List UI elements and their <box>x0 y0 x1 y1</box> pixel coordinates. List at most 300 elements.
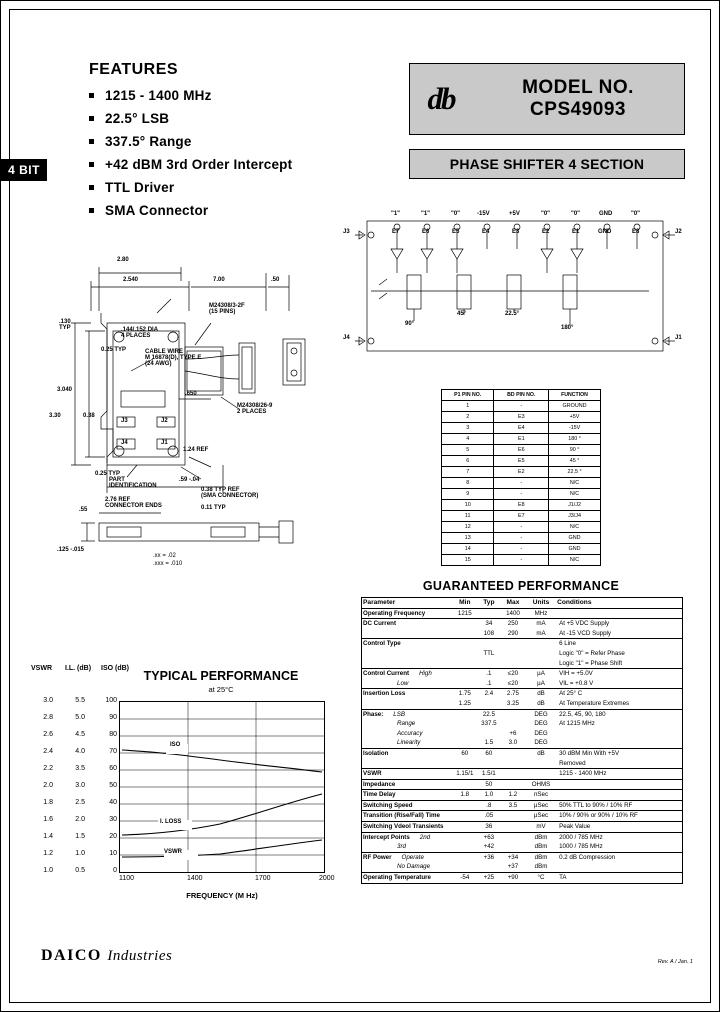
gp-conditions: 1000 / 785 MHz <box>559 843 603 851</box>
pin-cell: 45 ° <box>549 456 601 467</box>
gp-units: DEG <box>526 709 556 719</box>
gp-units <box>526 639 556 649</box>
pin-cell: N/C <box>549 489 601 500</box>
pin-cell: 12 <box>442 522 494 533</box>
table-row <box>362 619 683 629</box>
schem-pin-6: E1 <box>572 229 580 235</box>
pin-cell: 7 <box>442 467 494 478</box>
pin-cell: E2 <box>494 467 549 478</box>
gp-min <box>452 842 478 852</box>
gp-max: 3.25 <box>506 699 519 707</box>
table-row <box>362 779 683 790</box>
gp-min: -54 <box>452 873 478 884</box>
gp-units <box>526 659 556 669</box>
gp-parameter <box>362 699 452 709</box>
gp-conditions: VIH = +5.0V <box>556 669 682 679</box>
gp-typ: 108 <box>483 629 495 637</box>
gp-max: +6 <box>509 729 517 737</box>
gp-parameter: Insertion Loss <box>362 689 452 699</box>
table-row <box>362 822 683 833</box>
footer-company-bold: DAICO <box>41 947 102 964</box>
series-label-iloss: I. LOSS <box>160 819 182 825</box>
schem-bit-5: "0" <box>541 211 551 217</box>
gp-conditions: 22.5, 45, 90, 180 <box>556 709 682 719</box>
y-tick-label: 2.4 <box>43 748 53 755</box>
gp-parameter <box>362 759 452 769</box>
pin-cell: +5V <box>549 412 601 423</box>
gp-parameter: 3rd <box>397 843 406 851</box>
schem-bit-6: "0" <box>571 211 581 217</box>
dim-1-24-ref: 1.24 REF <box>183 447 209 453</box>
gp-conditions <box>556 862 682 872</box>
dim-0-25-typ: 0.25 TYP <box>101 347 127 353</box>
gp-header: Parameter <box>362 598 452 609</box>
gp-typ <box>478 659 500 669</box>
table-row <box>362 769 683 780</box>
gp-max <box>500 811 526 822</box>
dim-3-30: 3.30 <box>49 413 61 419</box>
gp-units: dBm <box>526 852 556 862</box>
gp-units <box>526 759 556 769</box>
gp-max: ≤20 <box>500 669 526 679</box>
gp-conditions <box>556 738 682 748</box>
dim-650: .650 <box>185 391 197 397</box>
y-tick-label: 5.5 <box>75 697 85 704</box>
schem-bit-3: -15V <box>477 211 490 217</box>
table-row <box>362 811 683 822</box>
footer-revision: Rev. A / Jan. 1 <box>657 959 693 965</box>
gp-conditions <box>556 779 682 790</box>
gp-units: dB <box>526 689 556 699</box>
gp-conditions: Logic "0" = Refer Phase <box>559 649 625 657</box>
gp-conditions: At 25° C <box>556 689 682 699</box>
pin-cell: 15 <box>442 555 494 566</box>
gp-min <box>452 822 478 833</box>
schem-pin-5: E2 <box>542 229 550 235</box>
table-row <box>362 738 683 748</box>
gp-conditions: TA <box>556 873 682 884</box>
y-tick-label: 100 <box>105 697 117 704</box>
table-row <box>442 478 601 489</box>
dim-2-540: 2.540 <box>123 277 139 283</box>
schem-bit-4: +5V <box>509 211 520 217</box>
gp-units: MHz <box>526 608 556 619</box>
gp-units: OHMS <box>526 779 556 790</box>
pin-cell: 10 <box>442 500 494 511</box>
table-row <box>362 873 683 884</box>
port-j4: J4 <box>121 440 128 446</box>
y-tick-label: 80 <box>109 731 117 738</box>
daico-logo-icon <box>410 64 472 134</box>
x-tick-label: 2000 <box>319 875 335 882</box>
y-tick-label: 5.0 <box>75 714 85 721</box>
schematic-svg <box>349 213 689 373</box>
gp-typ: 50 <box>478 779 500 790</box>
chart-x-axis-label: FREQUENCY (M Hz) <box>186 891 258 900</box>
port-j3: J3 <box>121 418 128 424</box>
pin-cell: E7 <box>494 511 549 522</box>
gp-min <box>452 649 478 659</box>
schem-bit-2: "0" <box>451 211 461 217</box>
gp-typ: .8 <box>478 800 500 811</box>
model-number: CPS49093 <box>530 99 626 120</box>
pin-cell: 8 <box>442 478 494 489</box>
dim-0-50: .50 <box>271 277 280 283</box>
feature-item: 337.5° Range <box>89 134 389 149</box>
gp-typ <box>478 639 500 649</box>
gp-units <box>526 769 556 780</box>
gp-typ: +42 <box>483 843 495 851</box>
gp-units: °C <box>526 873 556 884</box>
table-row <box>362 639 683 649</box>
gp-conditions: 50% TTL to 90% / 10% RF <box>556 800 682 811</box>
schem-port-j4: J4 <box>343 335 350 341</box>
gp-conditions: 30 dBM Min With +5V <box>556 748 682 758</box>
gp-max <box>500 748 526 758</box>
gp-parameter <box>362 629 452 639</box>
gp-parameter: Phase: LSB <box>362 709 452 719</box>
table-row <box>442 555 601 566</box>
y-tick-label: 1.0 <box>75 850 85 857</box>
table-row <box>442 511 601 522</box>
y-tick-label: 2.0 <box>75 816 85 823</box>
table-row <box>442 423 601 434</box>
x-axis-ticks <box>101 875 341 887</box>
pin-cell: GROUND <box>549 401 601 412</box>
gp-parameter: RF Power Operate <box>362 852 452 862</box>
table-row <box>362 729 683 739</box>
y-tick-label: 1.8 <box>43 799 53 806</box>
gp-conditions <box>556 790 682 801</box>
pin-cell: 4 <box>442 434 494 445</box>
gp-header: Min <box>452 598 478 609</box>
model-text <box>472 77 684 121</box>
gp-max: 1.2 <box>500 790 526 801</box>
gp-units: DEG <box>534 720 548 728</box>
gp-max: 290 <box>507 629 519 637</box>
gp-units: dBm <box>534 843 548 851</box>
axis-title-iso: ISO (dB) <box>101 665 129 672</box>
gp-max: +37 <box>507 863 519 871</box>
y-axis-il <box>65 697 87 874</box>
gp-parameter: Intercept Points 2nd <box>362 832 452 842</box>
gp-min: 1215 <box>452 608 478 619</box>
gp-parameter <box>362 659 452 669</box>
gp-units: dBm <box>526 832 556 842</box>
gp-max: ≤20 <box>507 679 519 687</box>
pin-cell: E3 <box>494 412 549 423</box>
callout-cable-wire: CABLE WIRE M 16878(D), TYPE E (24 AWG) <box>145 349 202 367</box>
gp-min <box>452 800 478 811</box>
dim-3-040: 3.040 <box>57 387 73 393</box>
schem-port-j2: J2 <box>675 229 682 235</box>
gp-max <box>500 779 526 790</box>
gp-conditions: VIL = +0.8 V <box>559 679 594 687</box>
gp-conditions <box>556 608 682 619</box>
gp-typ: .1 <box>478 669 500 679</box>
y-axis-vswr <box>33 697 55 874</box>
features-title: FEATURES <box>89 61 179 78</box>
schem-section-225: 22.5° <box>505 311 520 317</box>
gp-min <box>452 659 478 669</box>
gp-header: Typ <box>478 598 500 609</box>
gp-parameter: DC Current <box>362 619 452 629</box>
gp-min: 1.75 <box>452 689 478 699</box>
gp-typ <box>478 759 500 769</box>
schem-bit-8: "0" <box>631 211 641 217</box>
gp-min: 1.8 <box>452 790 478 801</box>
gp-max: 250 <box>500 619 526 629</box>
callout-m24308-26-9: M24308/26-9 2 PLACES <box>237 403 273 415</box>
schem-pin-4: E3 <box>512 229 520 235</box>
gp-min <box>452 852 478 862</box>
dim-59: .59 -.04 <box>179 477 200 483</box>
y-tick-label: 4.0 <box>75 748 85 755</box>
series-label-vswr: VSWR <box>164 849 182 855</box>
typical-performance-title: TYPICAL PERFORMANCE <box>143 669 299 683</box>
gp-units: µA <box>537 679 545 687</box>
footer-company <box>41 947 172 965</box>
gp-max: 2.75 <box>500 689 526 699</box>
gp-conditions: 6 Line <box>556 639 682 649</box>
bit-tab: 4 BIT <box>1 159 47 181</box>
logo-glyph: db <box>427 81 455 116</box>
gp-max <box>500 759 526 769</box>
pin-cell: J1/J2 <box>549 500 601 511</box>
y-tick-label: 2.8 <box>43 714 53 721</box>
gp-min <box>452 759 478 769</box>
gp-conditions: Logic "1" = Phase Shift <box>559 659 623 667</box>
features-list <box>89 88 389 218</box>
gp-parameter: Accuracy <box>397 729 423 737</box>
table-row <box>362 800 683 811</box>
x-tick-label: 1400 <box>187 875 203 882</box>
table-row <box>362 842 683 852</box>
mechanical-drawing-svg <box>61 251 351 571</box>
port-j1: J1 <box>161 440 168 446</box>
footer-company-italic: Industries <box>107 948 173 964</box>
table-row <box>362 852 683 862</box>
pin-cell: - <box>494 544 549 555</box>
table-row <box>442 434 601 445</box>
pin-cell: - <box>494 533 549 544</box>
table-row <box>362 790 683 801</box>
table-row <box>362 862 683 872</box>
gp-units: DEG <box>534 729 548 737</box>
gp-units: µSec <box>526 800 556 811</box>
gp-parameter: Range <box>397 720 416 728</box>
dim-2-76-ref: 2.76 REF CONNECTOR ENDS <box>105 497 162 509</box>
gp-parameter <box>362 649 452 659</box>
y-tick-label: 1.4 <box>43 833 53 840</box>
gp-max: +34 <box>500 852 526 862</box>
pin-cell: N/C <box>549 478 601 489</box>
gp-max <box>500 842 526 852</box>
gp-conditions: Peak Value <box>556 822 682 833</box>
gp-min <box>452 709 478 719</box>
gp-max <box>500 709 526 719</box>
gp-typ: 1.0 <box>478 790 500 801</box>
table-row <box>362 832 683 842</box>
pin-table-header: BD PIN NO. <box>494 390 549 401</box>
table-row <box>362 659 683 669</box>
table-row <box>442 412 601 423</box>
gp-header-row <box>362 598 683 609</box>
gp-parameter: Switching Speed <box>362 800 452 811</box>
table-row <box>442 544 601 555</box>
pin-cell: E8 <box>494 500 549 511</box>
gp-conditions: At +5 VDC Supply <box>556 619 682 629</box>
gp-conditions: 10% / 90% or 90% / 10% RF <box>556 811 682 822</box>
gp-max <box>500 719 526 729</box>
pin-table-header: P1 PIN NO. <box>442 390 494 401</box>
gp-parameter: Impedance <box>362 779 452 790</box>
dim-125: .125 -.015 <box>57 547 85 553</box>
pin-cell: N/C <box>549 522 601 533</box>
gp-typ: +25 <box>478 873 500 884</box>
gp-typ: 36 <box>478 822 500 833</box>
dim-55: .55 <box>79 507 88 513</box>
pin-cell: 22.5 ° <box>549 467 601 478</box>
pin-cell: -15V <box>549 423 601 434</box>
gp-typ: TTL <box>483 649 495 657</box>
schem-bit-0: "1" <box>391 211 401 217</box>
gp-header: Max <box>500 598 526 609</box>
gp-parameter: No Damage <box>397 863 431 871</box>
gp-max: 3.5 <box>500 800 526 811</box>
mechanical-drawing <box>49 251 351 571</box>
gp-conditions: At Temperature Extremes <box>559 699 630 707</box>
gp-min <box>452 738 478 748</box>
gp-max <box>500 822 526 833</box>
gp-min <box>452 779 478 790</box>
gp-max <box>500 659 526 669</box>
pin-cell: E4 <box>494 423 549 434</box>
y-tick-label: 1.5 <box>75 833 85 840</box>
y-tick-label: 2.2 <box>43 765 53 772</box>
pin-cell: GND <box>549 533 601 544</box>
chart-svg <box>120 702 324 872</box>
gp-typ: +36 <box>478 852 500 862</box>
dim-2-80: 2.80 <box>117 257 129 263</box>
pin-cell: 14 <box>442 544 494 555</box>
pin-cell: 6 <box>442 456 494 467</box>
dim-0-38: 0.38 <box>83 413 95 419</box>
y-tick-label: 70 <box>109 748 117 755</box>
y-tick-label: 3.5 <box>75 765 85 772</box>
table-row <box>362 679 683 689</box>
pin-table-header-row <box>442 390 601 401</box>
gp-typ: 34 <box>478 619 500 629</box>
gp-units: DEG <box>534 739 548 747</box>
gp-min: 1.15/1 <box>452 769 478 780</box>
guaranteed-performance-title: GUARANTEED PERFORMANCE <box>422 579 620 593</box>
y-tick-label: 20 <box>109 833 117 840</box>
gp-typ <box>478 699 500 709</box>
axis-title-il: I.L. (dB) <box>65 665 92 672</box>
y-tick-label: 3.0 <box>75 782 85 789</box>
gp-typ: 1.5/1 <box>478 769 500 780</box>
series-iso-line <box>122 750 322 772</box>
gp-max <box>500 832 526 842</box>
schem-section-45: 45° <box>457 311 467 317</box>
schem-section-180: 180° <box>561 325 574 331</box>
pin-cell: - <box>494 522 549 533</box>
gp-typ: 2.4 <box>478 689 500 699</box>
y-tick-label: 1.0 <box>43 867 53 874</box>
series-label-iso: ISO <box>170 742 181 748</box>
feature-item: 1215 - 1400 MHz <box>89 88 389 103</box>
x-tick-label: 1700 <box>255 875 271 882</box>
y-tick-label: 10 <box>109 850 117 857</box>
table-row <box>362 719 683 729</box>
port-j2: J2 <box>161 418 168 424</box>
y-tick-label: 50 <box>109 782 117 789</box>
gp-parameter: Control Current High <box>362 669 452 679</box>
gp-parameter: Switching Vdeol Transients <box>362 822 452 833</box>
table-row <box>442 489 601 500</box>
gp-units: mV <box>526 822 556 833</box>
gp-parameter: Time Delay <box>362 790 452 801</box>
gp-parameter: Linearity <box>397 739 421 747</box>
gp-min <box>452 811 478 822</box>
gp-header: Units <box>526 598 556 609</box>
model-label: MODEL NO. <box>522 77 634 99</box>
y-tick-label: 0.5 <box>75 867 85 874</box>
schem-port-j3: J3 <box>343 229 350 235</box>
pin-cell: E6 <box>494 445 549 456</box>
product-subtitle-box <box>409 149 685 179</box>
callout-part-id: PART IDENTIFICATION <box>109 477 157 489</box>
dim-0-25-typ-2: 0.25 TYP <box>95 471 121 477</box>
table-row <box>362 748 683 758</box>
series-iloss-line <box>122 794 322 835</box>
pin-cell: 90 ° <box>549 445 601 456</box>
table-row <box>362 689 683 699</box>
table-row <box>442 456 601 467</box>
pin-cell: - <box>494 401 549 412</box>
pin-cell: J3/J4 <box>549 511 601 522</box>
schem-section-90: 90° <box>405 321 415 327</box>
y-tick-label: 1.2 <box>43 850 53 857</box>
schem-pin-7: GND <box>598 229 612 235</box>
gp-conditions: 1215 - 1400 MHz <box>556 769 682 780</box>
gp-parameter: Transition (Rise/Fall) Time <box>362 811 452 822</box>
pin-cell: N/C <box>549 555 601 566</box>
gp-units: µA <box>526 669 556 679</box>
pin-cell: - <box>494 478 549 489</box>
table-row <box>362 709 683 719</box>
schem-bit-1: "1" <box>421 211 431 217</box>
gp-conditions: At -15 VCD Supply <box>559 629 611 637</box>
gp-units <box>526 649 556 659</box>
gp-max <box>500 649 526 659</box>
y-tick-label: 2.0 <box>43 782 53 789</box>
gp-parameter: Operating Temperature <box>362 873 452 884</box>
gp-units: mA <box>536 629 546 637</box>
feature-item: +42 dBM 3rd Order Intercept <box>89 157 389 172</box>
x-tick-label: 1100 <box>119 875 135 882</box>
pin-cell: - <box>494 489 549 500</box>
typical-performance-chart <box>119 701 325 873</box>
y-tick-label: 3.0 <box>43 697 53 704</box>
gp-parameter: Control Type <box>362 639 452 649</box>
pin-cell: E1 <box>494 434 549 445</box>
table-row <box>442 522 601 533</box>
gp-typ <box>478 608 500 619</box>
gp-parameter: VSWR <box>362 769 452 780</box>
gp-units: dB <box>537 699 545 707</box>
